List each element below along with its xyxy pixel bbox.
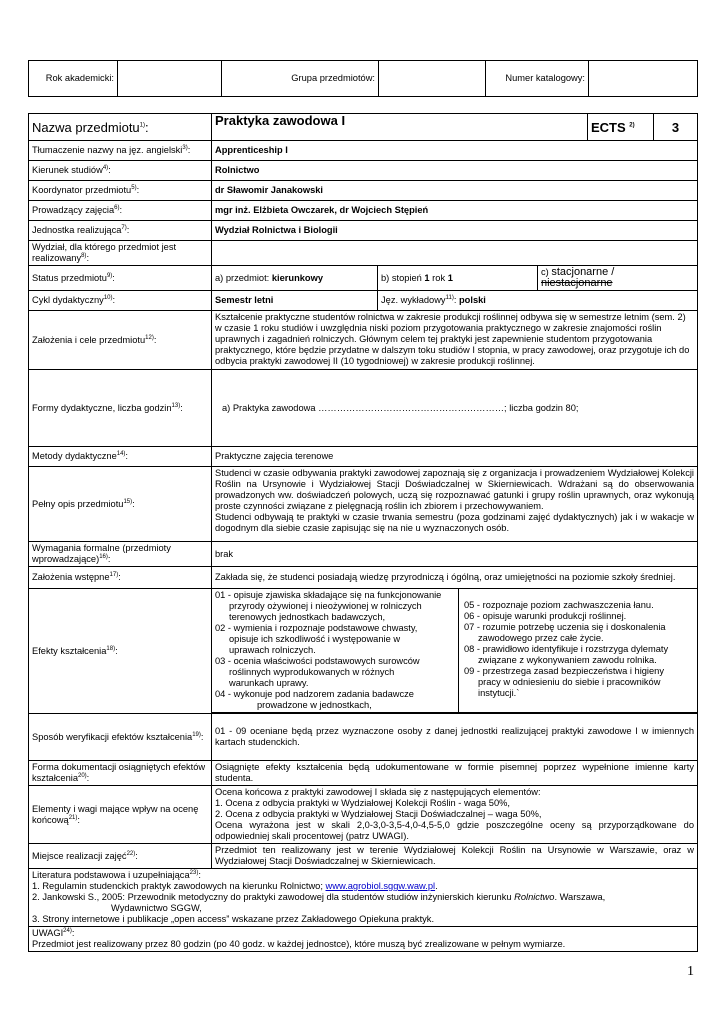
- sposob-weryfikacji-value: 01 - 09 oceniane będą przez wyznaczone osoby z danej jednostki realizującej praktyki zawodowe I w imiennych kartach studenckich.: [212, 714, 698, 761]
- uwagi-value: Przedmiot jest realizowany przez 80 godzin (po 40 godz. w każdej jednostce), które muszą być zrealizowane w pełnym wymiarze.: [32, 939, 566, 949]
- efekt-01-cont-2: terenowych jednostkach badawczych,: [229, 612, 386, 622]
- jednostka-value: Wydział Rolnictwa i Biologii: [212, 221, 698, 241]
- nazwa-przedmiotu-value: Praktyka zawodowa I: [212, 114, 588, 141]
- status-b: b) stopień 1 rok 1: [378, 266, 538, 291]
- efekty-label: Efekty kształcenia$^{18)}$:: [29, 589, 212, 714]
- elementy-line-3: 2. Ocena z odbycia praktyki w Wydziałowej Stacji Doświadczalnej – waga 50%,: [215, 809, 542, 819]
- prowadzacy-label: Prowadzący zajęcia$^{6)}$:: [29, 201, 212, 221]
- literatura-cell: [29, 869, 698, 927]
- ects-label: ECTS $^{2)}$: [588, 114, 654, 141]
- efekt-03-cont-1: roślinnych wyprodukowanych w różnych: [229, 667, 395, 677]
- miejsce-value: Przedmiot ten realizowany jest w terenie Wydziałowej Kolekcji Roślin na Ursynowie w Warszawie, oraz w Wydziałowej Stacji Doświadczalnej w Skierniewicach.: [212, 844, 698, 869]
- koordynator-value: dr Sławomir Janakowski: [212, 181, 698, 201]
- efekt-05: 05 - rozpoznaje poziom zachwaszczenia łanu.: [464, 600, 654, 610]
- metody-label: Metody dydaktyczne$^{14)}$:: [29, 447, 212, 467]
- zalozenia-value: Kształcenie praktyczne studentów rolnictwa w zakresie produkcji roślinnej odbywa się w semestrze letnim (sem. 2) w czasie 1 roku studiów i uwzględnia niski poziom przygotowania praktycznego w zakresie znajomości roślin uprawnych i zagadnień rolniczych. Głównym celem tej praktyki jest zapewnienie studentom przygotowania praktycznego, które będzie przydatne w dalszym toku studiów I stopnia, w pracy zawodowej, oraz przygotuje ich do odbycia praktyki zawodowej II (10 tygodniowej) w zakresie produkcji roślinnej.: [212, 311, 698, 370]
- elementy-line-1: Ocena końcowa z praktyki zawodowej I składa się z następujących elementów:: [215, 787, 541, 797]
- literatura-item-1: 1. Regulamin studenckich praktyk zawodowych na kierunku Rolnictwo; www.agrobiol.sggw.waw.pl.: [32, 881, 438, 891]
- efekt-01: 01 - opisuje zjawiska składające się na funkcjonowanie: [215, 590, 442, 600]
- kierunek-value: Rolnictwo: [212, 161, 698, 181]
- elementy-wagi-label: Elementy i wagi mające wpływ na ocenę końcową$^{21)}$:: [29, 786, 212, 844]
- tlumaczenie-value: Apprenticeship I: [212, 141, 698, 161]
- efekt-09-cont-1: pracy w odniesieniu do siebie i pracowników: [478, 677, 661, 687]
- uwagi-cell: [29, 927, 698, 952]
- elementy-wagi-value: [212, 786, 698, 844]
- efekt-02-cont-1: opisuje ich szkodliwość i występowanie w: [229, 634, 401, 644]
- grupa-przedmiotow-value: [379, 61, 486, 97]
- wymagania-value: brak: [212, 542, 698, 567]
- uwagi-label: UWAGI$^{24)}$:: [32, 927, 75, 938]
- wydzial-value: [212, 241, 698, 266]
- agrobiol-link[interactable]: www.agrobiol.sggw.waw.pl: [325, 881, 436, 891]
- efekt-07: 07 - rozumie potrzebę uczenia się i doskonalenia: [464, 622, 666, 632]
- status-a: a) przedmiot: kierunkowy: [212, 266, 378, 291]
- rok-akademicki-label: Rok akademicki:: [29, 61, 118, 97]
- elementy-line-4: Ocena wyrażona jest w skali 2,0-3,0-3,5-4,0-4,5-5,0 gdzie poszczególne oceny są przyporządkowane do odpowiedniej skali procentowej (patrz UWAGI).: [215, 820, 694, 841]
- pelny-opis-label: Pełny opis przedmiotu$^{15)}$:: [29, 467, 212, 542]
- course-table: [28, 113, 698, 952]
- prowadzacy-value: mgr inż. Elżbieta Owczarek, dr Wojciech Stępień: [212, 201, 698, 221]
- efekt-07-cont: zawodowego przez całe życie.: [478, 633, 604, 643]
- cykl-value: Semestr letni: [212, 291, 378, 311]
- efekt-03-cont-2: warunkach uprawy.: [229, 678, 309, 688]
- zalozenia-wstepne-value: Zakłada się, że studenci posiadają wiedzę przyrodniczą i ógólną, oraz umiejętności na poziomie szkoły średniej.: [212, 567, 698, 589]
- formy-value: a) Praktyka zawodowa ……………………………………………………; liczba godzin 80;: [212, 370, 698, 447]
- literatura-item-2: 2. Jankowski S., 2005: Przewodnik metodyczny do praktyki zawodowej dla studentów studiów inżynierskich kierunku Rolnictwo. Warszawa,: [32, 892, 606, 902]
- pelny-opis-value: [212, 467, 698, 542]
- efekt-09-cont-2: instytucji.`: [478, 688, 520, 698]
- cykl-label: Cykl dydaktyczny$^{10)}$:: [29, 291, 212, 311]
- metody-value: Praktyczne zajęcia terenowe: [212, 447, 698, 467]
- header-table: [28, 60, 698, 97]
- wymagania-label: Wymagania formalne (przedmioty wprowadzające)$^{16)}$:: [29, 542, 212, 567]
- efekt-02-cont-2: uprawach rolniczych.: [229, 645, 316, 655]
- wydzial-label: Wydział, dla którego przedmiot jest realizowany$^{8)}$:: [29, 241, 212, 266]
- sposob-weryfikacji-label: Sposób weryfikacji efektów kształcenia$^{19)}$:: [29, 714, 212, 761]
- miejsce-label: Miejsce realizacji zajęć$^{22)}$:: [29, 844, 212, 869]
- literatura-item-3: 3. Strony internetowe i publikacje „open access” wskazane przez Zakładowego Opiekuna praktyk.: [32, 914, 435, 924]
- forma-dokumentacji-value: Osiągnięte efekty kształcenia będą udokumentowane w formie pisemnej poprzez wypełnione imienne karty studenta.: [212, 761, 698, 786]
- elementy-line-2: 1. Ocena z odbycia praktyki w Wydziałowej Kolekcji Roślin - waga 50%,: [215, 798, 510, 808]
- jednostka-label: Jednostka realizująca$^{7)}$:: [29, 221, 212, 241]
- nazwa-przedmiotu-label: Nazwa przedmiotu$^{1)}$:: [29, 114, 212, 141]
- efekt-08: 08 - prawidłowo identyfikuje i rozstrzyga dylematy: [464, 644, 669, 654]
- efekt-04-cont-1: prowadzone w jednostkach,: [257, 700, 372, 710]
- ects-value: 3: [654, 114, 698, 141]
- numer-katalogowy-label: Numer katalogowy:: [486, 61, 589, 97]
- zalozenia-wstepne-label: Założenia wstępne$^{17)}$:: [29, 567, 212, 589]
- literatura-label: Literatura podstawowa i uzupełniająca$^{23)}$:: [32, 869, 201, 880]
- status-label: Status przedmiotu$^{9)}$:: [29, 266, 212, 291]
- tlumaczenie-label: Tłumaczenie nazwy na jęz. angielski$^{3)}$:: [29, 141, 212, 161]
- efekt-09: 09 - przestrzega zasad bezpieczeństwa i higieny: [464, 666, 664, 676]
- kierunek-label: Kierunek studiów$^{4)}$:: [29, 161, 212, 181]
- efekt-04: 04 - wykonuje pod nadzorem zadania badawcze: [215, 689, 414, 699]
- efekt-02: 02 - wymienia i rozpoznaje podstawowe chwasty,: [215, 623, 418, 633]
- efekt-03: 03 - ocenia właściwości podstawowych surowców: [215, 656, 420, 666]
- status-c: c) stacjonarne / niestacjonarne: [538, 266, 698, 291]
- efekt-01-cont-1: przyrody ożywionej i nieożywionej w rolniczych: [229, 601, 422, 611]
- rok-akademicki-value: [118, 61, 222, 97]
- efekty-value: [212, 589, 698, 714]
- efekty-right-column: [459, 589, 697, 713]
- efekt-08-cont: związane z wykonywaniem zawodu rolnika.: [478, 655, 657, 665]
- efekty-left-column: [212, 589, 459, 713]
- pelny-opis-paragraph-1: Studenci w czasie odbywania praktyki zawodowej zapoznają się z organizacja i prowadzeniem Wydziałowej Kolekcji Roślin na Ursynowie i Wydziałowej Stacji Doświadczalnej w Skierniewicach. Wdrażani są do obserwowania prowadzonych ww. doświadczeń polowych, uczą się rozpoznawać gatunki i grupy roślin uprawnych, oraz wykonują proste czynności związane z pielęgnacją roślin ich zbiorem i przechowywaniem.: [215, 468, 694, 511]
- koordynator-label: Koordynator przedmiotu$^{5)}$:: [29, 181, 212, 201]
- efekt-06: 06 - opisuje warunki produkcji roślinnej.: [464, 611, 627, 621]
- jezyk-cell: Jęz. wykładowy$^{11)}$: polski: [378, 291, 698, 311]
- forma-dokumentacji-label: Forma dokumentacji osiągniętych efektów kształcenia$^{20)}$:: [29, 761, 212, 786]
- grupa-przedmiotow-label: Grupa przedmiotów:: [222, 61, 379, 97]
- zalozenia-label: Założenia i cele przedmiotu$^{12)}$:: [29, 311, 212, 370]
- literatura-item-2-cont: Wydawnictwo SGGW,: [111, 903, 202, 913]
- page-number: 1: [687, 964, 694, 979]
- formy-label: Formy dydaktyczne, liczba godzin$^{13)}$:: [29, 370, 212, 447]
- numer-katalogowy-value: [589, 61, 698, 97]
- pelny-opis-paragraph-2: Studenci odbywają te praktyki w czasie trwania semestru (poza godzinami zajęć dydaktycznych) jak i w wakacje w dogodnym dla siebie czasie zapisując się na nie u wyznaczonych osób.: [215, 512, 694, 533]
